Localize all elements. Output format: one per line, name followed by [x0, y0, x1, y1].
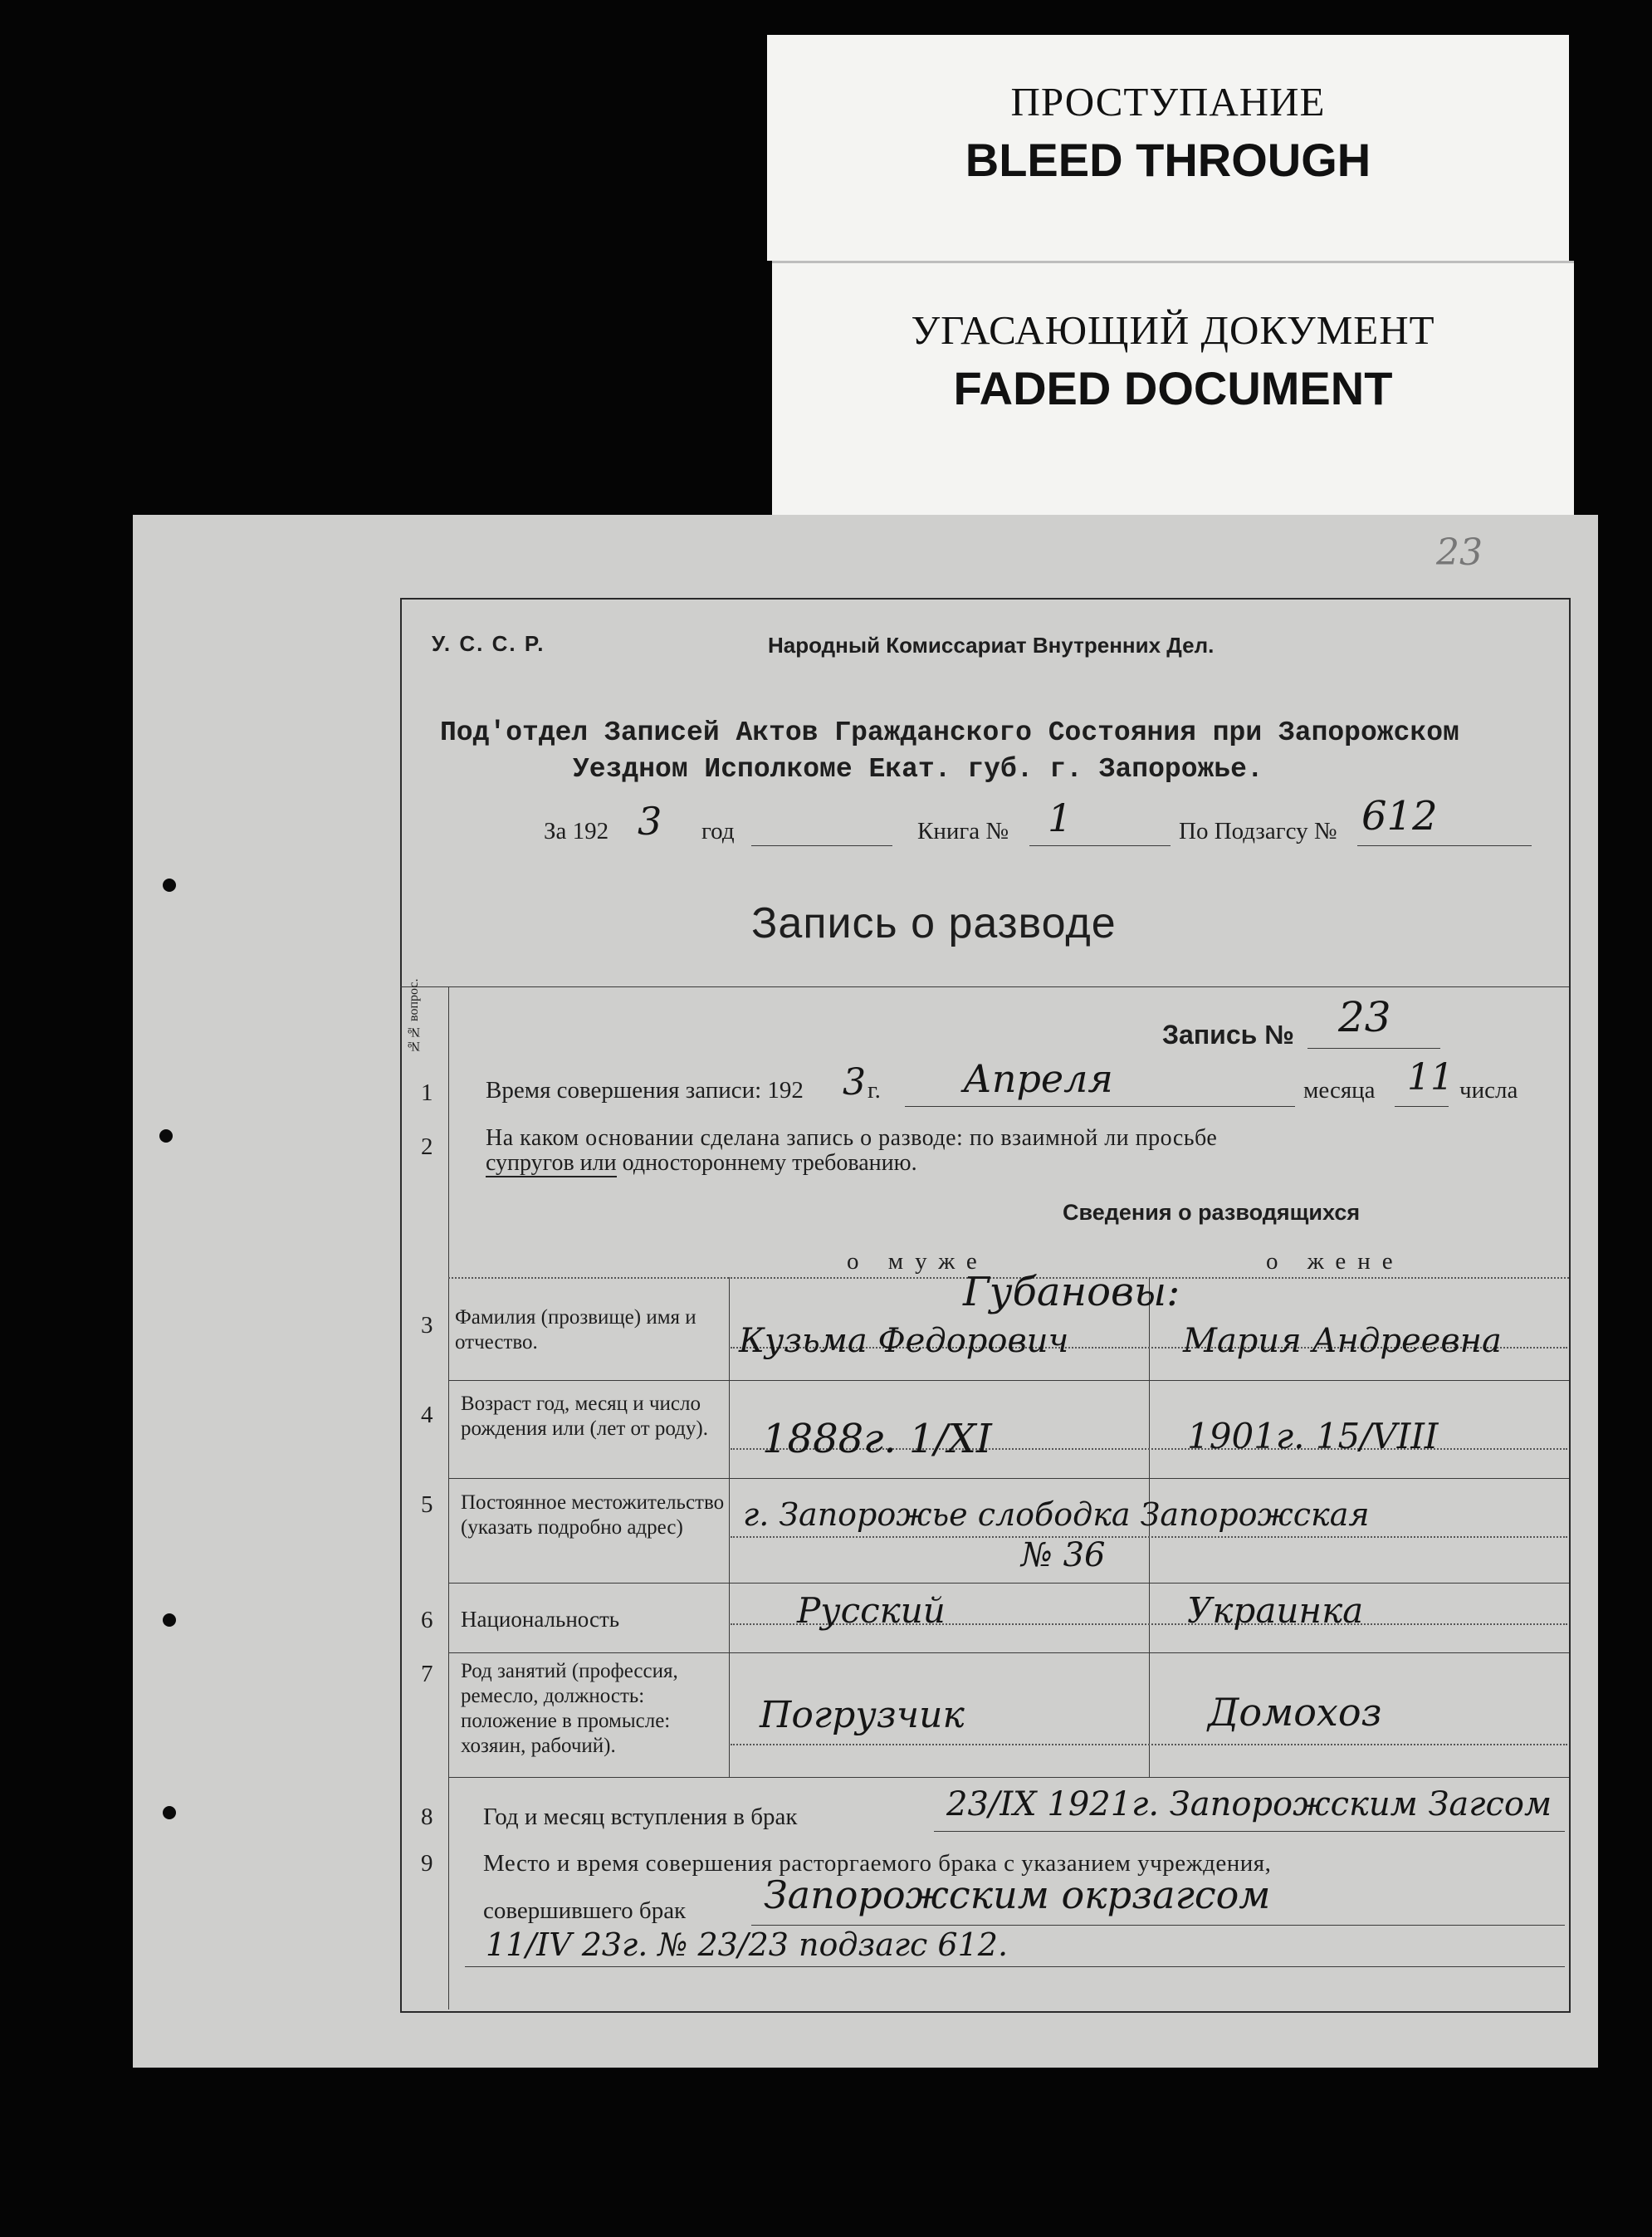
- q6-wife: Украинка: [1187, 1590, 1364, 1631]
- punch-hole: [163, 1806, 176, 1819]
- q6-husband: Русский: [797, 1590, 946, 1631]
- q1-month-label: месяца: [1303, 1077, 1376, 1104]
- q6-label: Национальность: [461, 1607, 620, 1632]
- book-number-hand: 1: [1048, 795, 1073, 840]
- faded-document-en: FADED DOCUMENT: [953, 362, 1393, 414]
- q4-husband: 1888г. 1/XI: [762, 1416, 992, 1462]
- year-hand: 3: [638, 799, 662, 844]
- q4-wife: 1901г. 15/VIII: [1187, 1416, 1439, 1456]
- q1-num: 1: [421, 1079, 433, 1106]
- q1-day-hand: 11: [1407, 1056, 1454, 1099]
- punch-hole: [159, 1129, 173, 1143]
- subdept-line-1: Под'отдел Записей Актов Гражданского Состояния при Запорожском: [440, 717, 1459, 748]
- q6-num: 6: [421, 1607, 433, 1633]
- bleed-through-en: BLEED THROUGH: [965, 134, 1371, 186]
- subdept-line-2: Уездном Исполкоме Екат. губ. г. Запорожье.: [573, 754, 1263, 785]
- q1-label: Время совершения записи: 192: [486, 1077, 804, 1104]
- q8-num: 8: [421, 1804, 433, 1830]
- q9-line2-hand: Запорожским окрзагсом: [764, 1872, 1271, 1917]
- record-label: Запись №: [1162, 1020, 1294, 1050]
- q4-num: 4: [421, 1402, 433, 1428]
- q2-num: 2: [421, 1133, 433, 1160]
- q9-line2-label: совершившего брак: [483, 1897, 687, 1924]
- q2-line1: На каком основании сделана запись о разводе: по взаимной ли просьбе: [486, 1125, 1218, 1151]
- question-number-column: №№ вопрос.: [407, 978, 421, 1053]
- q4-label: Возраст год, месяц и число рождения или (лет от роду).: [461, 1393, 708, 1440]
- podzags-number-hand: 612: [1361, 793, 1438, 839]
- q3-wife: Мария Андреевна: [1183, 1322, 1502, 1360]
- q7-num: 7: [421, 1661, 433, 1687]
- q9-num: 9: [421, 1850, 433, 1877]
- surname-hand: Губановы:: [963, 1269, 1180, 1315]
- q2-line2: супругов или одностороннему требованию.: [486, 1150, 917, 1176]
- q9-line3-hand: 11/IV 23г. № 23/23 подзагс 612.: [486, 1926, 1009, 1963]
- republic-header: У. С. С. Р.: [432, 631, 545, 656]
- q8-hand: 23/IX 1921г. Запорожским Загсом: [946, 1785, 1552, 1823]
- q3-num: 3: [421, 1312, 433, 1339]
- bleed-through-label: [767, 35, 1569, 261]
- q7-label: Род занятий (профессия, ремесло, должность: положение в промысле: хозяин, рабочий).: [461, 1660, 678, 1757]
- q5-wife: № 36: [1021, 1536, 1106, 1574]
- q1-year-hand: 3: [843, 1061, 866, 1104]
- year-suffix: год: [701, 818, 735, 844]
- q1-day-label: числа: [1459, 1077, 1518, 1104]
- bleed-through-ru: ПРОСТУПАНИЕ: [1010, 79, 1326, 125]
- q1-month-hand: Апреля: [963, 1056, 1113, 1101]
- column-husband: о муже: [847, 1248, 989, 1275]
- q5-num: 5: [421, 1491, 433, 1518]
- section-title: Сведения о разводящихся: [1063, 1200, 1361, 1225]
- podzags-label: По Подзагсу №: [1179, 818, 1337, 844]
- archive-page-number: 23: [1436, 531, 1483, 574]
- punch-hole: [163, 879, 176, 892]
- faded-document-ru: УГАСАЮЩИЙ ДОКУМЕНТ: [911, 307, 1435, 353]
- record-number: 23: [1338, 993, 1391, 1041]
- q1-g: г.: [868, 1077, 881, 1104]
- punch-hole: [163, 1613, 176, 1627]
- q5-husband: г. Запорожье слободка Запорожская: [743, 1496, 1370, 1533]
- q3-label: Фамилия (прозвище) имя и отчество.: [455, 1306, 696, 1353]
- column-wife: о жене: [1266, 1248, 1405, 1275]
- year-prefix: За 192: [544, 818, 609, 844]
- q8-label: Год и месяц вступления в брак: [483, 1804, 798, 1830]
- q3-husband: Кузьма Федорович: [739, 1322, 1069, 1360]
- document-title: Запись о разводе: [751, 899, 1117, 947]
- q7-wife: Домохоз: [1208, 1690, 1382, 1735]
- faded-document-label: [772, 261, 1574, 519]
- q5-label: Постоянное местожительство (указать подробно адрес): [461, 1491, 725, 1539]
- book-label: Книга №: [917, 818, 1009, 844]
- q9-line1: Место и время совершения расторгаемого брака с указанием учреждения,: [483, 1850, 1272, 1877]
- q7-husband: Погрузчик: [760, 1694, 965, 1736]
- commissariat-header: Народный Комиссариат Внутренних Дел.: [768, 633, 1215, 658]
